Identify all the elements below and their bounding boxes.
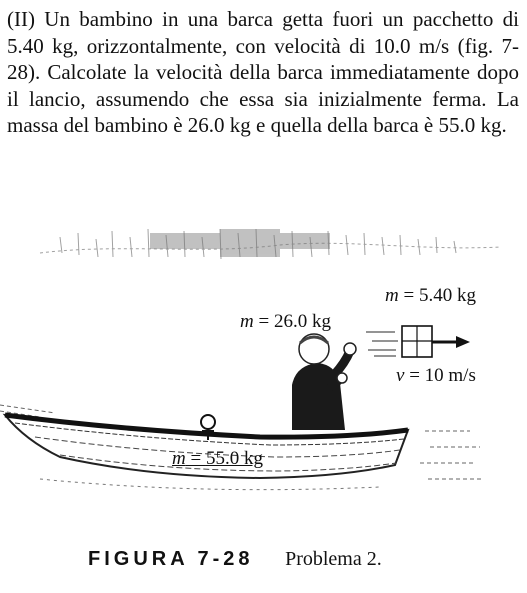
velocity-label: v = 10 m/s	[396, 365, 476, 386]
package-icon	[402, 326, 432, 357]
figure-7-28	[0, 225, 527, 515]
velocity-arrow	[432, 336, 470, 348]
child-figure	[292, 334, 356, 430]
figure-caption	[88, 548, 382, 571]
boat-mass-label: m = 55.0 kg	[172, 448, 263, 469]
problem-text: (II) Un bambino in una barca getta fuori un pacchetto di 5.40 kg, orizzontalmente, con velocità di 10.0 m/s (fig. 7-28). Calcolate la velocità della barca immediatamente dopo il lancio, assumendo che essa sia inizialmente ferma. La massa del bambino è 26.0 kg e quella della barca è 55.0 kg.	[7, 7, 519, 137]
package-mass-label: m = 5.40 kg	[385, 285, 476, 306]
caption-text: Problema 2.	[285, 548, 382, 570]
motion-lines	[366, 332, 398, 356]
child-mass-label: m = 26.0 kg	[240, 311, 331, 332]
caption-tag: FIGURA 7-28	[88, 548, 254, 570]
